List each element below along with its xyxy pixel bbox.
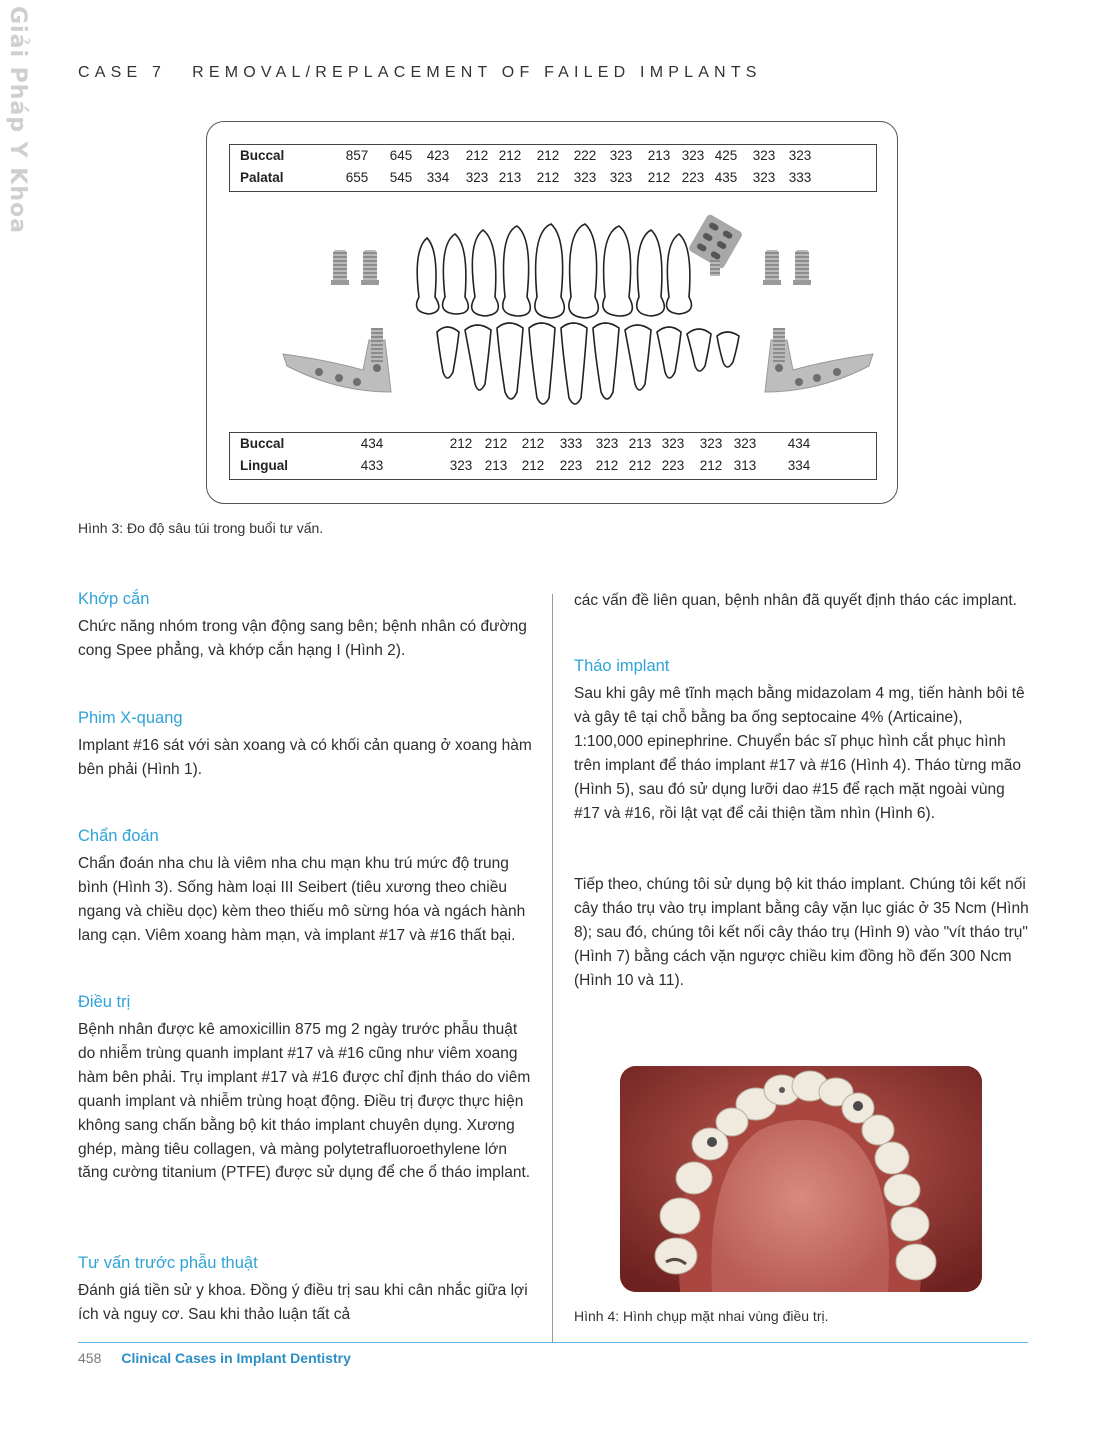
section-text: Implant #16 sát với sàn xoang và có khối cản quang ở xoang hàm bên phải (Hình 1). — [78, 737, 532, 778]
probing-value: 323 — [465, 170, 489, 185]
probing-value: 545 — [389, 170, 413, 185]
row-label: Buccal — [240, 148, 285, 163]
probing-value: 213 — [628, 436, 652, 451]
probing-value: 212 — [628, 458, 652, 473]
section-removal — [574, 657, 1034, 825]
probing-value: 645 — [389, 148, 413, 163]
probing-value: 213 — [498, 170, 522, 185]
probing-value: 323 — [609, 170, 633, 185]
probing-value: 212 — [449, 436, 473, 451]
probing-value: 323 — [595, 436, 619, 451]
section-xray — [78, 709, 538, 782]
figure-3-caption: Hình 3: Đo độ sâu túi trong buổi tư vấn. — [78, 520, 324, 536]
probing-value: 212 — [521, 436, 545, 451]
row-label: Buccal — [240, 436, 285, 451]
section-text: Đánh giá tiền sử y khoa. Đồng ý điều trị sau khi cân nhắc giữa lợi ích và nguy cơ. Sau khi thảo luận tất cả — [78, 1282, 528, 1323]
section-text: Chẩn đoán nha chu là viêm nha chu mạn khu trú mức độ trung bình (Hình 3). Sống hàm loại III Seibert (tiêu xương theo chiều ngang và chiều dọc) kèm theo thiếu mô sừng hóa và ngách hành lang cạn. Viêm xoang hàm mạn, và implant #17 và #16 thất bại. — [78, 855, 526, 944]
probing-value: 655 — [345, 170, 369, 185]
section-text: Chức năng nhóm trong vận động sang bên; bệnh nhân có đường cong Spee phẳng, và khớp cắn hạng I (Hình 2). — [78, 618, 527, 659]
probing-value: 333 — [788, 170, 812, 185]
row-label: Palatal — [240, 170, 284, 185]
probing-value: 323 — [661, 436, 685, 451]
probing-value: 434 — [787, 436, 811, 451]
probing-value: 212 — [647, 170, 671, 185]
probing-value: 223 — [681, 170, 705, 185]
probing-value: 212 — [521, 458, 545, 473]
probing-value: 423 — [426, 148, 450, 163]
probing-value: 323 — [788, 148, 812, 163]
probing-value: 212 — [484, 436, 508, 451]
probing-value: 212 — [498, 148, 522, 163]
lower-probing-table — [229, 432, 877, 480]
lower-teeth — [437, 323, 739, 404]
probing-value: 333 — [559, 436, 583, 451]
section-heading: Điều trị — [78, 993, 131, 1011]
probing-value: 323 — [681, 148, 705, 163]
page-number: 458 — [78, 1350, 102, 1366]
probing-value: 222 — [573, 148, 597, 163]
probing-value: 212 — [536, 170, 560, 185]
probing-value: 334 — [787, 458, 811, 473]
section-preop — [78, 1254, 538, 1327]
chapter-title: REMOVAL/REPLACEMENT OF FAILED IMPLANTS — [192, 64, 762, 81]
occlusal-photo-image — [620, 1066, 982, 1292]
section-occlusion — [78, 590, 538, 663]
probing-value: 223 — [661, 458, 685, 473]
upper-teeth — [417, 224, 692, 318]
probing-value: 857 — [345, 148, 369, 163]
lower-lingual-row — [230, 458, 876, 480]
section-heading: Chẩn đoán — [78, 827, 159, 845]
probing-value: 323 — [699, 436, 723, 451]
lower-buccal-row — [230, 436, 876, 458]
running-head — [78, 64, 762, 82]
figure-4-caption: Hình 4: Hình chụp mặt nhai vùng điều trị. — [574, 1308, 829, 1324]
probing-value: 212 — [699, 458, 723, 473]
probing-value: 313 — [733, 458, 757, 473]
footer — [78, 1350, 351, 1366]
probing-value: 323 — [449, 458, 473, 473]
book-title: Clinical Cases in Implant Dentistry — [121, 1350, 351, 1366]
probing-value: 212 — [465, 148, 489, 163]
probing-value: 213 — [647, 148, 671, 163]
probing-value: 323 — [752, 148, 776, 163]
implant-icon — [793, 250, 811, 285]
implant-icon — [371, 328, 383, 364]
probing-value: 435 — [714, 170, 738, 185]
implant-icon — [710, 260, 720, 276]
probing-value: 334 — [426, 170, 450, 185]
section-heading: Khớp cắn — [78, 590, 150, 608]
section-removal-continued — [574, 873, 1034, 993]
probing-value: 323 — [609, 148, 633, 163]
section-text: Sau khi gây mê tĩnh mạch bằng midazolam 4 mg, tiến hành bôi tê và gây tê tại chỗ bằng ba ống septocaine 4% (Articaine), 1:100,000 epinephrine. Chuyển bác sĩ phục hình cắt phục hình trên implant để tháo implant #17 và #16 (Hình 4). Tháo từng mão (Hình 5), sau đó sử dụng lưỡi dao #15 để rạch mặt ngoài vùng #17 và #16, rồi lật vạt để cải thiện tầm nhìn (Hình 6). — [574, 685, 1025, 822]
section-text: các vấn đề liên quan, bệnh nhân đã quyết định tháo các implant. — [574, 592, 1017, 609]
section-diagnosis — [78, 827, 538, 948]
implant-icon — [331, 250, 349, 285]
probing-value: 425 — [714, 148, 738, 163]
implant-icon — [763, 250, 781, 285]
probing-value: 223 — [559, 458, 583, 473]
section-text: Bệnh nhân được kê amoxicillin 875 mg 2 ngày trước phẫu thuật do nhiễm trùng quanh implant #17 và #16 cũng như viêm xoang hàm bên phải. Trụ implant #17 và #16 được chỉ định tháo do viêm quanh implant và nhiễm trùng hoạt động. Điều trị được thực hiện không sang chấn bằng bộ kit tháo implant chuyên dụng. Xương ghép, màng tiêu collagen, và màng polytetrafluoroethylene lớn tăng cường titanium (PTFE) được sử dụng để che ổ tháo implant. — [78, 1021, 531, 1182]
probing-value: 213 — [484, 458, 508, 473]
periodontal-chart — [206, 121, 898, 504]
occlusal-photo — [620, 1066, 982, 1292]
section-treatment — [78, 993, 538, 1185]
probing-value: 434 — [360, 436, 384, 451]
probing-value: 323 — [752, 170, 776, 185]
footer-rule — [78, 1342, 1028, 1343]
section-heading: Tháo implant — [574, 657, 670, 675]
section-heading: Tư vấn trước phẫu thuật — [78, 1254, 258, 1272]
section-text: Tiếp theo, chúng tôi sử dụng bộ kit tháo implant. Chúng tôi kết nối cây tháo trụ vào trụ implant bằng cây vặn lục giác ở 35 Ncm (Hình 8); sau đó, chúng tôi kết nối cây tháo trụ (Hình 9) vào "vít tháo trụ" (Hình 7) bằng cách vặn ngược chiều kim đồng hồ đến 300 Ncm (Hình 10 và 11). — [574, 876, 1029, 989]
section-heading: Phim X-quang — [78, 709, 183, 727]
probing-value: 433 — [360, 458, 384, 473]
probing-value: 212 — [536, 148, 560, 163]
column-divider — [552, 594, 553, 1342]
row-label: Lingual — [240, 458, 288, 473]
probing-value: 323 — [573, 170, 597, 185]
probing-value: 212 — [595, 458, 619, 473]
implant-icon — [361, 250, 379, 285]
implant-icon — [773, 328, 785, 364]
case-label: CASE 7 — [78, 64, 167, 81]
watermark: Giải Pháp Y Khoa — [5, 6, 30, 234]
section-continuation — [574, 589, 1034, 613]
probing-value: 323 — [733, 436, 757, 451]
